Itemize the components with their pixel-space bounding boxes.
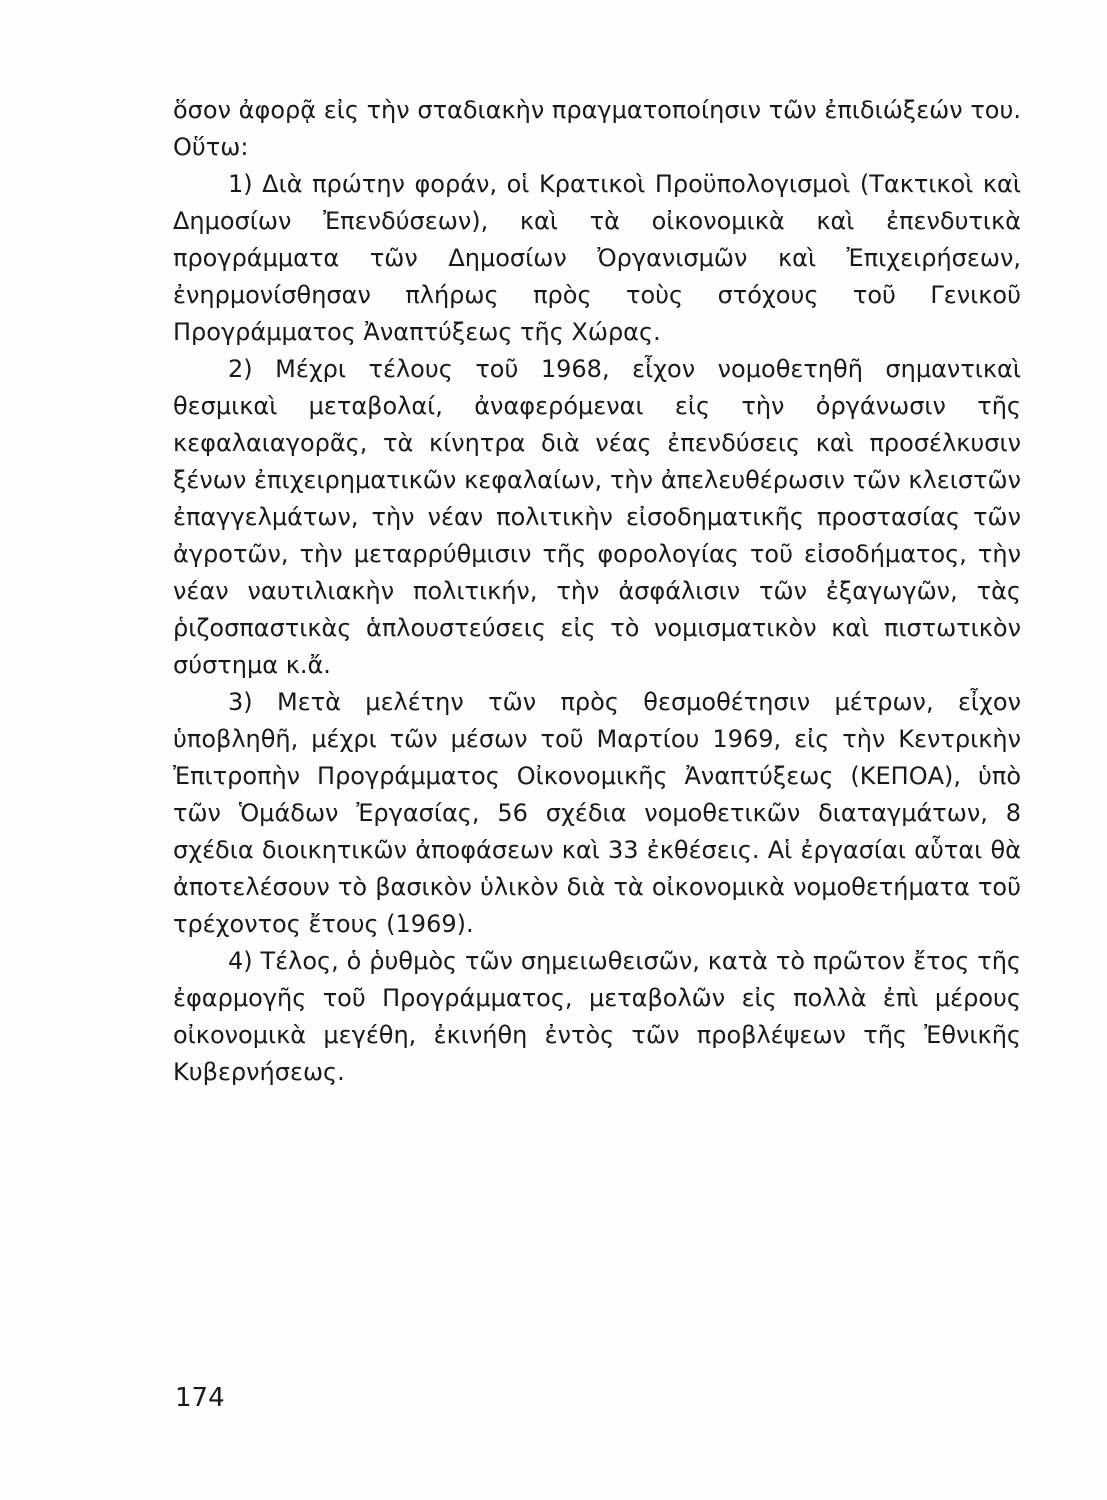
body-text — [173, 92, 1021, 1091]
paragraph-item-3: 3) Μετὰ μελέτην τῶν πρὸς θεσμοθέτησιν μέτρων, εἶχον ὑποβληθῆ, μέχρι τῶν μέσων τοῦ Μαρτίου 1969, εἰς τὴν Κεντρικὴν Ἐπιτροπὴν Προγράμματος Οἰκονομικῆς Ἀναπτύξεως (ΚΕΠΟΑ), ὑπὸ τῶν Ὁμάδων Ἐργασίας, 56 σχέδια νομοθετικῶν διαταγμάτων, 8 σχέδια διοικητικῶν ἀποφάσεων καὶ 33 ἐκθέσεις. Αἱ ἐργασίαι αὗται θὰ ἀποτελέσουν τὸ βασικὸν ὑλικὸν διὰ τὰ οἰκονομικὰ νομοθετήματα τοῦ τρέχοντος ἔτους (1969). — [173, 688, 1021, 938]
paragraph-item-4: 4) Τέλος, ὁ ῥυθμὸς τῶν σημειωθεισῶν, κατὰ τὸ πρῶτον ἔτος τῆς ἐφαρμογῆς τοῦ Προγράμματος, μεταβολῶν εἰς πολλὰ ἐπὶ μέρους οἰκονομικὰ μεγέθη, ἐκινήθη ἐντὸς τῶν προβλέψεων τῆς Ἐθνικῆς Κυβερνήσεως. — [173, 947, 1021, 1086]
paragraph-item-2: 2) Μέχρι τέλους τοῦ 1968, εἶχον νομοθετηθῆ σημαντικαὶ θεσμικαὶ μεταβολαί, ἀναφερόμεναι εἰς τὴν ὀργάνωσιν τῆς κεφαλαιαγορᾶς, τὰ κίνητρα διὰ νέας ἐπενδύσεις καὶ προσέλκυσιν ξένων ἐπιχειρηματικῶν κεφαλαίων, τὴν ἀπελευθέρωσιν τῶν κλειστῶν ἐπαγγελμάτων, τὴν νέαν πολιτικὴν εἰσοδηματικῆς προστασίας τῶν ἀγροτῶν, τὴν μεταρρύθμισιν τῆς φορολογίας τοῦ εἰσοδήματος, τὴν νέαν ναυτιλιακὴν πολιτικήν, τὴν ἀσφάλισιν τῶν ἐξαγωγῶν, τὰς ῥιζοσπαστικὰς ἁπλουστεύσεις εἰς τὸ νομισματικὸν καὶ πιστωτικὸν σύστημα κ.ἄ. — [173, 355, 1021, 679]
page-number: 174 — [175, 1383, 225, 1413]
paragraph-item-1: 1) Διὰ πρώτην φοράν, οἱ Κρατικοὶ Προϋπολογισμοὶ (Τακτικοὶ καὶ Δημοσίων Ἐπενδύσεων), καὶ τὰ οἰκονομικὰ καὶ ἐπενδυτικὰ προγράμματα τῶν Δημοσίων Ὀργανισμῶν καὶ Ἐπιχειρήσεων, ἐνηρμονίσθησαν πλήρως πρὸς τοὺς στόχους τοῦ Γενικοῦ Προγράμματος Ἀναπτύξεως τῆς Χώρας. — [173, 170, 1021, 346]
paragraph-intro: ὅσον ἀφορᾷ εἰς τὴν σταδιακὴν πραγματοποίησιν τῶν ἐπιδιώξεών του. Οὕτω: — [173, 96, 1021, 161]
